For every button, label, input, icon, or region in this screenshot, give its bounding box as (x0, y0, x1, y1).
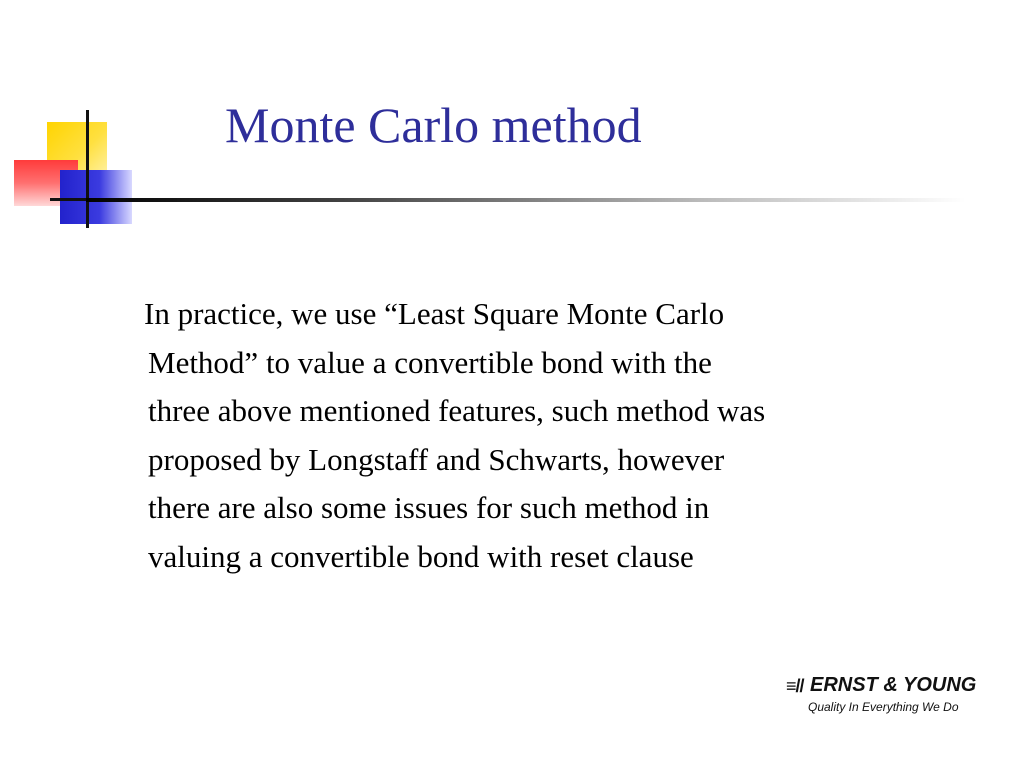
body-line: valuing a convertible bond with reset clause (148, 538, 694, 574)
slide-body (144, 290, 968, 581)
vertical-rule (86, 110, 89, 228)
slide-title: Monte Carlo method (225, 97, 642, 153)
logo-tagline: Quality In Everything We Do (808, 700, 959, 714)
title-underline-rule (86, 198, 966, 202)
corner-decoration (0, 0, 160, 240)
logo-mark-icon: ≡// (786, 676, 804, 696)
body-line: three above mentioned features, such method was (148, 393, 766, 428)
blue-square-decoration (60, 170, 132, 224)
body-line: Method” to value a convertible bond with the (148, 344, 712, 380)
body-line: In practice, we use “Least Square Monte Carlo (144, 296, 725, 331)
logo-name: ERNST & YOUNG (810, 674, 977, 696)
ernst-young-logo (786, 672, 986, 718)
body-line: proposed by Longstaff and Schwarts, however (148, 441, 725, 477)
body-line: there are also some issues for such method in (148, 490, 710, 525)
